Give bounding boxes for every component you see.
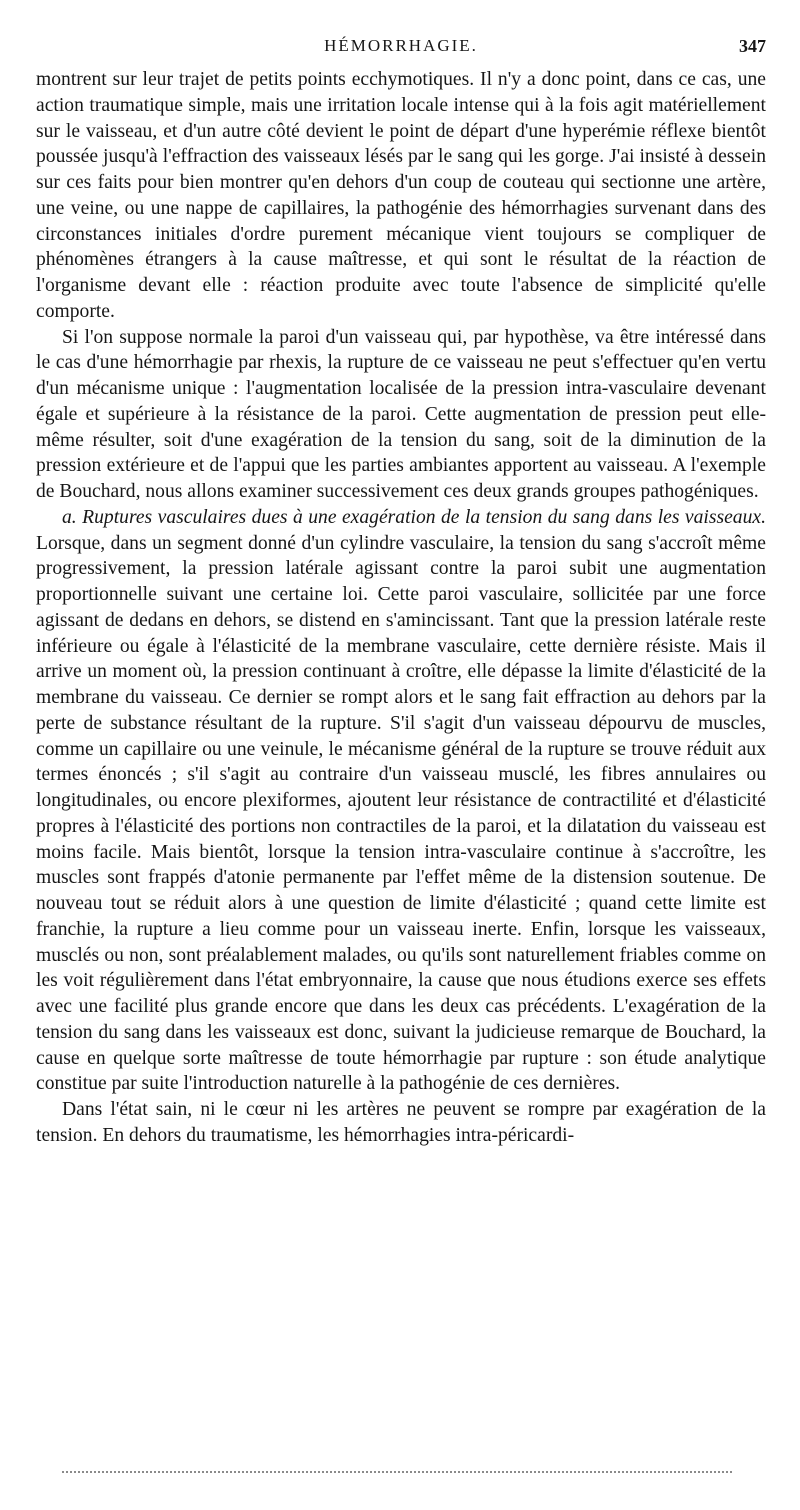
running-head: [36, 33, 766, 59]
paragraph-rupture-mechanism: Si l'on suppose normale la paroi d'un vaisseau qui, par hypothèse, va être intéressé dans le cas d'une hémorrhagie par rhexis, la rupture de ce vaisseau ne peut s'effectuer qu'en vertu d'un mécanisme unique : l'augmentation localisée de la pression intra-vasculaire devenant égale et supérieure à la résistance de la paroi. Cette augmentation de pression peut elle-même résulter, soit d'une exagération de la tension du sang, soit de la diminution de la pression extérieure et de l'appui que les parties ambiantes apportent au vaisseau. A l'exemple de Bouchard, nous allons examiner successivement ces deux grands groupes pathogéniques.: [36, 326, 766, 502]
section-a-heading: a. Ruptures vasculaires dues à une exagération de la tension du sang dans les vaisseaux.: [62, 506, 766, 528]
body-text: [36, 67, 766, 1149]
running-title: HÉMORRHAGIE.: [324, 36, 478, 55]
page-number: 347: [739, 36, 766, 56]
paragraph-section-a: [36, 505, 766, 1097]
paragraph-continuation: montrent sur leur trajet de petits points ecchymotiques. Il n'y a donc point, dans ce cas, une action traumatique simple, mais une irritation locale intense qui à la fois agit matériellement sur le vaisseau, et d'un autre côté devient le point de départ d'une hyperémie réflexe bientôt poussée jusqu'à l'effraction des vaisseaux lésés par le sang qui les gorge. J'ai insisté à dessein sur ces faits pour bien montrer qu'en dehors d'un coup de couteau qui sectionne une artère, une veine, ou une nappe de capillaires, la pathogénie des hémorrhagies survenant dans des circonstances initiales d'ordre purement mécanique vient toujours se compliquer de phénomènes étrangers à la cause maîtresse, et qui sont le résultat de la réaction de l'organisme devant elle : réaction produite avec toute l'absence de simplicité qu'elle comporte.: [36, 69, 766, 322]
footer-dotted-rule: [62, 1471, 732, 1473]
section-a-body: Lorsque, dans un segment donné d'un cylindre vasculaire, la tension du sang s'accroît même progressivement, la pression latérale agissant contre la paroi subit une augmentation proportionnelle suivant une certaine loi. Cette paroi vasculaire, sollicitée par une force agissant de dedans en dehors, se distend en s'amincissant. Tant que la pression latérale reste inférieure ou égale à l'élasticité de la membrane vasculaire, cette dernière résiste. Mais il arrive un moment où, la pression continuant à croître, elle dépasse la limite d'élasticité de la membrane du vaisseau. Ce dernier se rompt alors et le sang fait effraction au dehors par la perte de substance résultant de la rupture. S'il s'agit d'un vaisseau dépourvu de muscles, comme un capillaire ou une veinule, le mécanisme général de la rupture se trouve réduit aux termes énoncés ; s'il s'agit au contraire d'un vaisseau musclé, les fibres annulaires ou longitudinales, ou encore plexiformes, ajoutent leur résistance de contractilité et d'élasticité propres à l'élasticité des portions non contractiles de la paroi, et la dilatation du vaisseau est moins facile. Mais bientôt, lorsque la tension intra-vasculaire continue à s'accroître, les muscles sont frappés d'atonie permanente par l'effet même de la distension soutenue. De nouveau tout se réduit alors à une question de limite d'élasticité ; quand cette limite est franchie, la rupture a lieu comme pour un vaisseau inerte. Enfin, lorsque les vaisseaux, musclés ou non, sont préalablement malades, ou qu'ils sont naturellement friables comme on les voit régulièrement dans l'état embryonnaire, la cause que nous étudions exerce ses effets avec une facilité plus grande encore que dans les deux cas précédents. L'exagération de la tension du sang dans les vaisseaux est donc, suivant la judicieuse remarque de Bouchard, la cause en quelque sorte maîtresse de toute hémorrhagie par rupture : son étude analytique constitue par suite l'introduction naturelle à la pathogénie de ces dernières.: [36, 532, 766, 1095]
paragraph-healthy-state: Dans l'état sain, ni le cœur ni les artères ne peuvent se rompre par exagération de la tension. En dehors du traumatisme, les hémorrhagies intra-péricardi-: [36, 1099, 766, 1146]
